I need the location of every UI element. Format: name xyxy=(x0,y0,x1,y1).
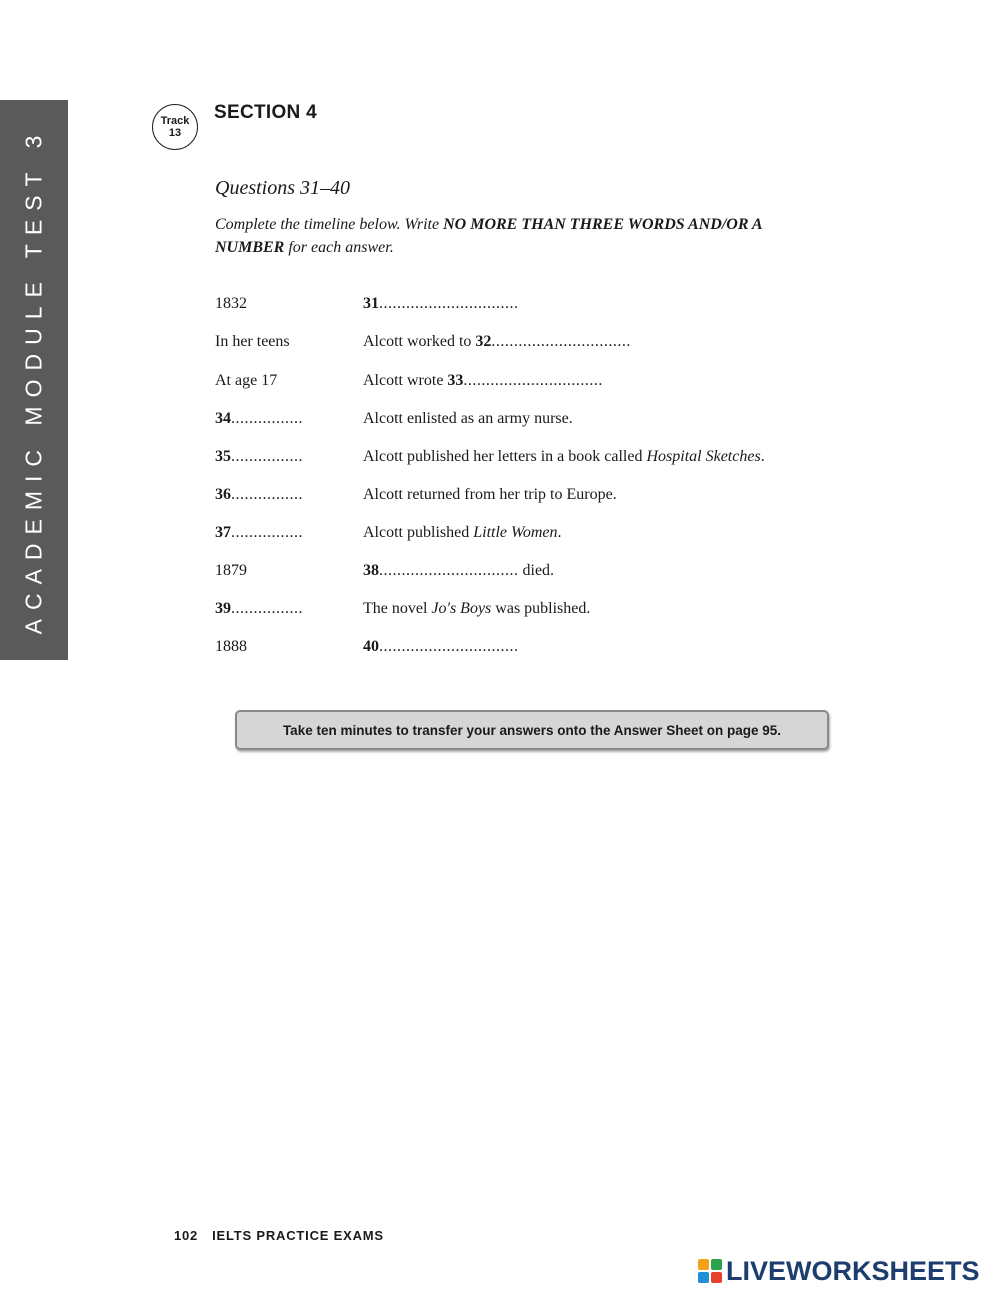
answer-number-32: 32 xyxy=(475,333,492,350)
book-title: Jo's Boys xyxy=(431,600,492,617)
answer-number-31: 31 xyxy=(363,295,379,312)
row-event-end: . xyxy=(557,524,562,541)
answer-blank-38[interactable]: ............................... xyxy=(379,562,519,579)
row-date: At age 17 xyxy=(215,372,278,389)
timeline-row-34 xyxy=(215,407,835,431)
row-event: The novel xyxy=(363,600,432,617)
answer-blank-34[interactable]: ................ xyxy=(231,410,303,427)
logo-block xyxy=(711,1259,722,1270)
row-event-end: . xyxy=(760,448,765,465)
answer-number-33: 33 xyxy=(447,372,464,389)
page-number: 102 xyxy=(174,1228,199,1243)
answer-blank-39[interactable]: ................ xyxy=(231,600,303,617)
liveworksheets-logo-icon xyxy=(698,1259,722,1283)
answer-blank-40[interactable]: ............................... xyxy=(379,638,519,655)
row-event: Alcott returned from her trip to Europe. xyxy=(363,486,617,503)
answer-blank-35[interactable]: ................ xyxy=(231,448,303,465)
answer-blank-31[interactable]: ............................... xyxy=(379,295,519,312)
answer-blank-33[interactable]: ............................... xyxy=(463,372,603,389)
answer-blank-36[interactable]: ................ xyxy=(231,486,303,503)
transfer-notice xyxy=(235,710,829,750)
timeline-row-37 xyxy=(215,521,835,545)
timeline-row-35 xyxy=(215,445,835,469)
liveworksheets-watermark xyxy=(698,1256,980,1286)
side-tab-label: ACADEMIC MODULE TEST 3 xyxy=(20,126,47,634)
row-date: 1879 xyxy=(215,562,247,579)
answer-number-35: 35 xyxy=(215,448,231,465)
logo-block xyxy=(711,1272,722,1283)
row-event-end: was published. xyxy=(491,600,591,617)
timeline-row-31 xyxy=(215,292,835,316)
row-date: 1888 xyxy=(215,638,247,655)
answer-number-40: 40 xyxy=(363,638,379,655)
liveworksheets-logo-text: LIVEWORKSHEETS xyxy=(726,1255,980,1286)
row-event-end: died. xyxy=(518,562,555,579)
instructions-part1: Complete the timeline below. Write xyxy=(215,216,444,233)
row-event: Alcott worked to xyxy=(363,333,476,350)
track-badge xyxy=(152,104,198,150)
questions-heading: Questions 31–40 xyxy=(215,177,350,199)
page-footer xyxy=(174,1228,384,1243)
timeline-row-32 xyxy=(215,330,835,354)
answer-number-39: 39 xyxy=(215,600,231,617)
row-event: Alcott wrote xyxy=(363,372,448,389)
transfer-notice-text: Take ten minutes to transfer your answers onto the Answer Sheet on page 95. xyxy=(282,722,782,738)
row-event: Alcott published xyxy=(363,524,474,541)
book-title: Little Women xyxy=(473,524,558,541)
timeline-row-39 xyxy=(215,597,835,621)
answer-number-37: 37 xyxy=(215,524,231,541)
row-event: Alcott published her letters in a book called xyxy=(363,448,647,465)
row-date: 1832 xyxy=(215,295,247,312)
instructions-bold: NO MORE THAN THREE WORDS AND/OR A NUMBER xyxy=(215,216,762,256)
side-tab xyxy=(0,100,68,660)
logo-block xyxy=(698,1272,709,1283)
book-title: Hospital Sketches xyxy=(646,448,761,465)
book-name: IELTS PRACTICE EXAMS xyxy=(212,1228,384,1243)
timeline-row-36 xyxy=(215,483,835,507)
instructions-part2: for each answer. xyxy=(284,239,394,256)
track-number: 13 xyxy=(168,127,182,139)
timeline-row-38 xyxy=(215,559,835,583)
logo-block xyxy=(698,1259,709,1270)
timeline-row-40 xyxy=(215,635,835,659)
row-date: In her teens xyxy=(215,333,290,350)
answer-number-36: 36 xyxy=(215,486,231,503)
track-word: Track xyxy=(160,115,190,127)
answer-blank-32[interactable]: ............................... xyxy=(491,333,631,350)
timeline-row-33 xyxy=(215,369,835,393)
answer-number-38: 38 xyxy=(363,562,379,579)
section-title: SECTION 4 xyxy=(214,102,317,123)
row-event: Alcott enlisted as an army nurse. xyxy=(363,410,573,427)
answer-number-34: 34 xyxy=(215,410,231,427)
answer-blank-37[interactable]: ................ xyxy=(231,524,303,541)
instructions xyxy=(215,213,815,259)
